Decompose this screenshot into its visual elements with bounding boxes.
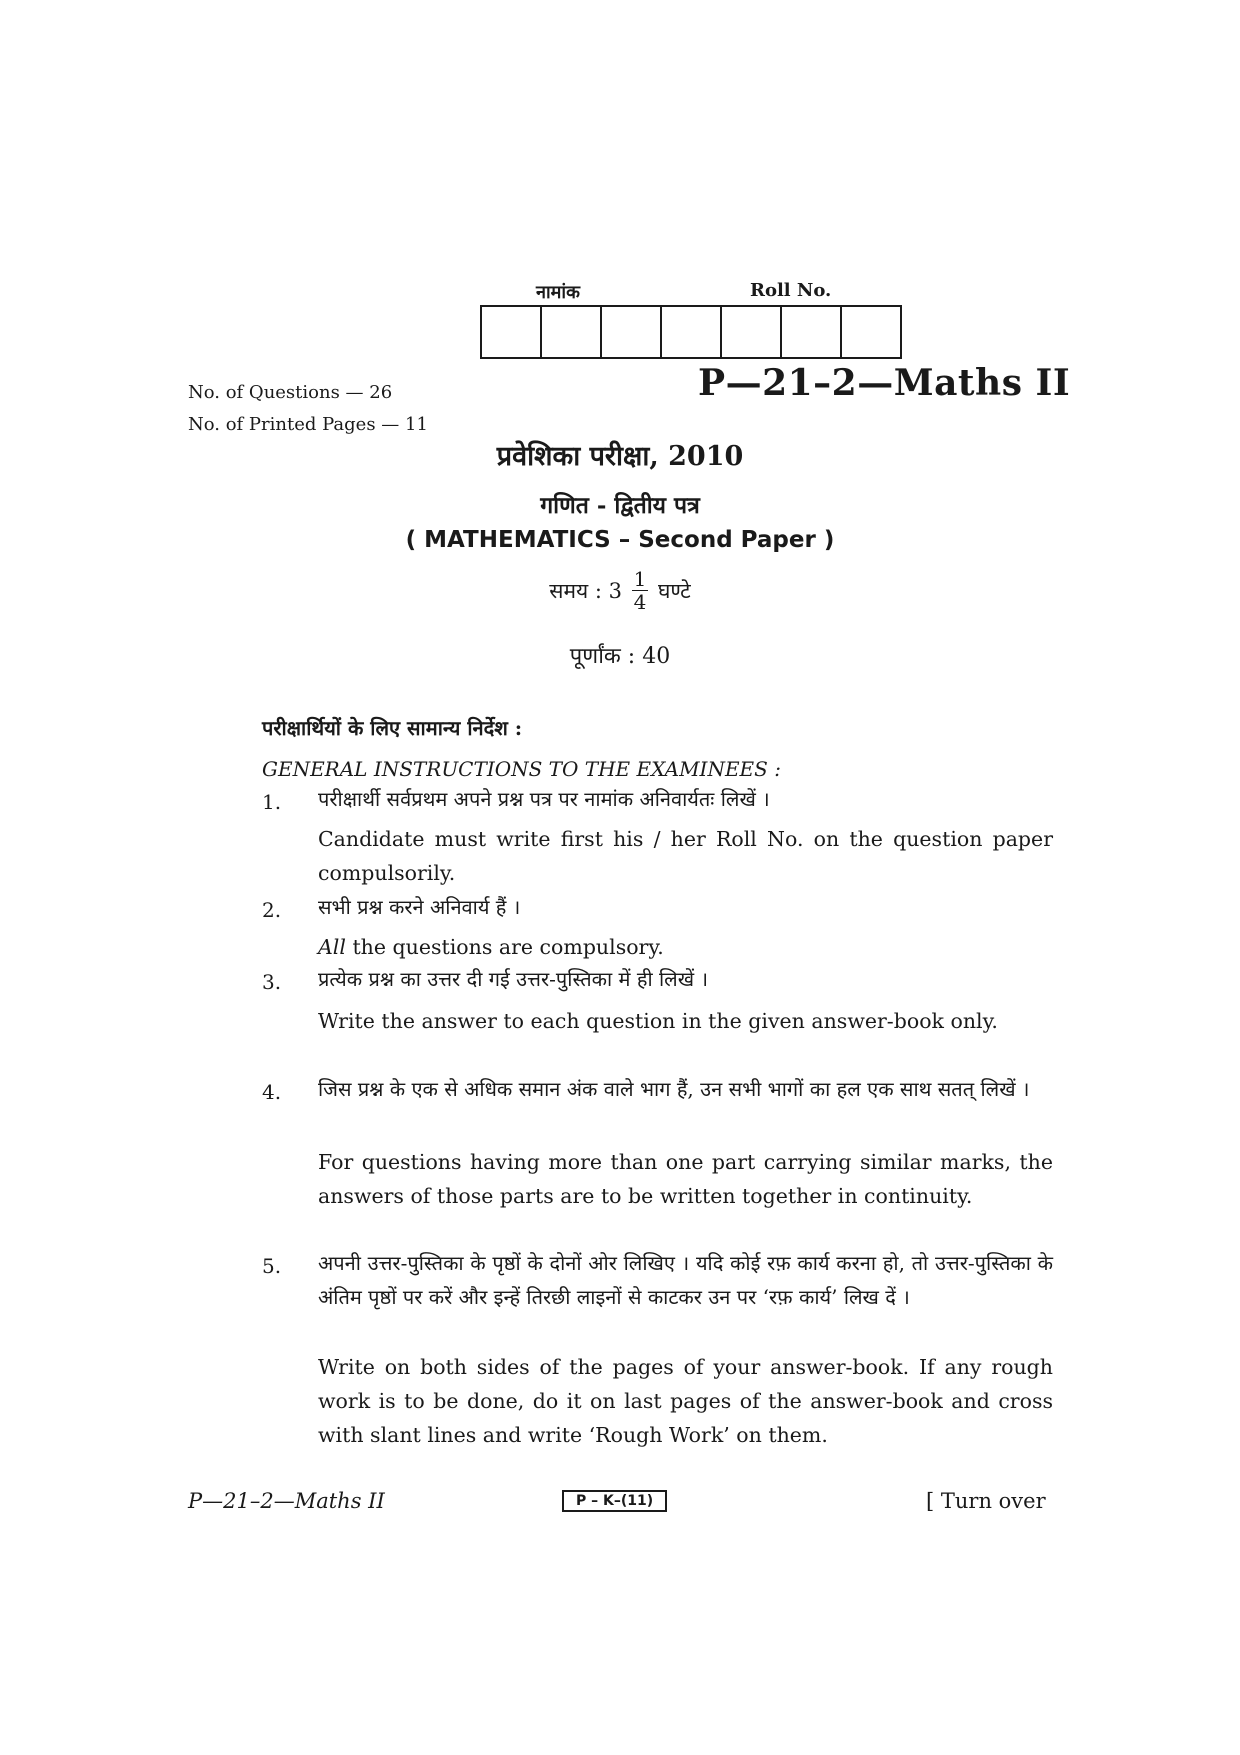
subject-hindi: गणित - द्वितीय पत्र <box>540 492 700 519</box>
instruction-number: 3. <box>262 970 282 994</box>
instruction-hindi: अपनी उत्तर-पुस्तिका के पृष्ठों के दोनों ओर लिखिए । यदि कोई रफ़ कार्य करना हो, तो उत्तर-पुस्तिका के अंतिम पृष्ठों पर करें और इन्हें तिरछी लाइनों से काटकर उन पर ‘रफ़ कार्य’ लिख दें । <box>318 1251 1053 1309</box>
max-marks: पूर्णांक : 40 <box>569 644 671 669</box>
instruction-hindi: प्रत्येक प्रश्न का उत्तर दी गई उत्तर-पुस्तिका में ही लिखें । <box>318 967 709 991</box>
instructions-heading-hindi: परीक्षार्थियों के लिए सामान्य निर्देश : <box>262 716 523 740</box>
roll-digit-box[interactable] <box>782 307 842 357</box>
roll-number-boxes[interactable] <box>480 305 902 359</box>
instruction-hindi: परीक्षार्थी सर्वप्रथम अपने प्रश्न पत्र पर नामांक अनिवार्यतः लिखें । <box>318 787 770 811</box>
exam-title-hindi: प्रवेशिका परीक्षा, 2010 <box>496 441 744 472</box>
time-label: समय : 3 <box>549 578 622 603</box>
instruction-english <box>318 930 1053 964</box>
time-fraction <box>632 568 648 613</box>
instruction-english: For questions having more than one part carrying similar marks, the answers of those parts are to be written together in continuity. <box>318 1150 1053 1208</box>
instruction-number: 2. <box>262 898 282 922</box>
instructions-heading-english: GENERAL INSTRUCTIONS TO THE EXAMINEES : <box>262 757 781 781</box>
time-unit: घण्टे <box>657 578 691 603</box>
roll-label-hindi: नामांक <box>536 282 580 303</box>
subject-english: ( MATHEMATICS – Second Paper ) <box>405 527 835 553</box>
turn-over-note: [ Turn over <box>926 1489 1046 1513</box>
roll-digit-box[interactable] <box>602 307 662 357</box>
roll-digit-box[interactable] <box>722 307 782 357</box>
instruction-hindi: जिस प्रश्न के एक से अधिक समान अंक वाले भाग हैं, उन सभी भागों का हल एक साथ सतत् लिखें । <box>318 1077 1030 1101</box>
instruction-english: Write the answer to each question in the given answer-book only. <box>318 1009 998 1033</box>
footer-paper-code: P—21–2—Maths II <box>188 1489 385 1513</box>
roll-digit-box[interactable] <box>662 307 722 357</box>
footer-series-box: P – K–(11) <box>562 1490 667 1512</box>
instruction-number: 5. <box>262 1254 282 1278</box>
time-numerator: 1 <box>633 567 647 591</box>
instruction-emphasis: All <box>318 935 346 959</box>
instruction-hindi: सभी प्रश्न करने अनिवार्य हैं । <box>318 895 521 919</box>
instruction-number: 1. <box>262 790 282 814</box>
instruction-number: 4. <box>262 1080 282 1104</box>
roll-label-english: Roll No. <box>750 280 832 301</box>
instruction-english-rest: the questions are compulsory. <box>345 935 664 959</box>
roll-digit-box[interactable] <box>842 307 900 357</box>
instruction-english: Write on both sides of the pages of your answer-book. If any rough work is to be done, do it on last pages of the answer-book and cross with slant lines and write ‘Rough Work’ on them. <box>318 1355 1053 1447</box>
time-denominator: 4 <box>633 590 647 614</box>
roll-digit-box[interactable] <box>482 307 542 357</box>
time-allowed <box>0 568 1240 613</box>
paper-code: P—21–2—Maths II <box>698 362 1071 404</box>
num-questions: No. of Questions — 26 <box>188 382 393 403</box>
instruction-english: Candidate must write first his / her Roll No. on the question paper compulsorily. <box>318 827 1053 885</box>
num-printed-pages: No. of Printed Pages — 11 <box>188 414 428 435</box>
roll-digit-box[interactable] <box>542 307 602 357</box>
